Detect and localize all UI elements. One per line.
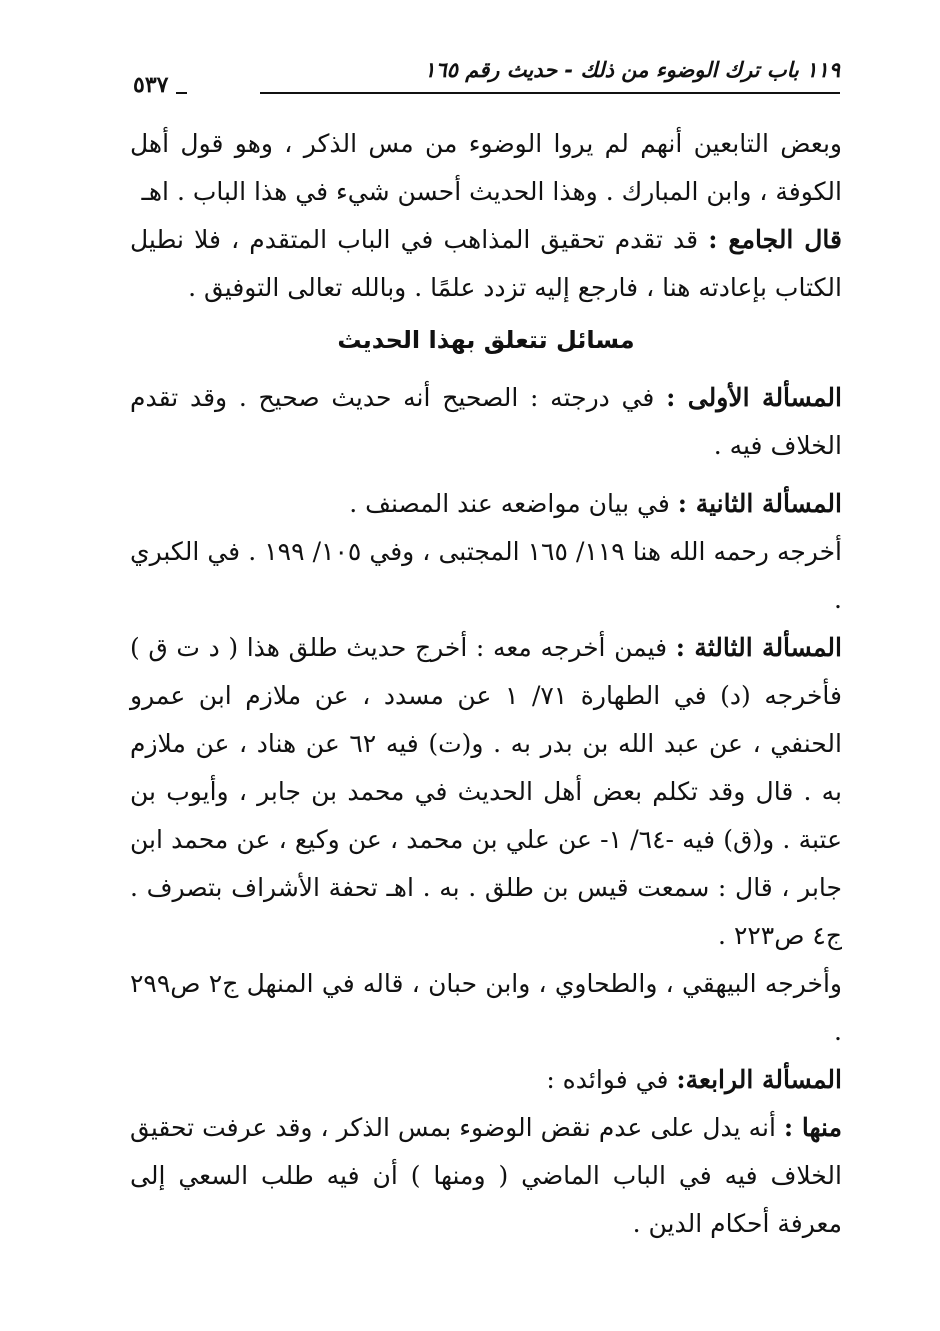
mas-ala-4-item-text: أنه يدل على عدم نقض الوضوء بمس الذكر ، وقد عرفت تحقيق الخلاف فيه في الباب الماضي ( ومنها ) أن فيه طلب السعي إلى معرفة أحكام الدين . <box>130 1113 842 1238</box>
jami-label: قال الجامع : <box>708 225 842 254</box>
paragraph-1 <box>130 120 842 216</box>
mas-ala-3 <box>130 624 842 960</box>
header-rule <box>260 92 840 94</box>
mas-ala-1-label: المسألة الأولى : <box>666 383 842 412</box>
mas-ala-3-label: المسألة الثالثة : <box>675 633 842 662</box>
mas-ala-2-text: في بيان مواضعه عند المصنف . <box>349 489 670 518</box>
paragraph-1-text: وبعض التابعين أنهم لم يروا الوضوء من مس الذكر ، وهو قول أهل الكوفة ، وابن المبارك . وهذا الحديث أحسن شيء في هذا الباب . اهـ <box>130 129 842 206</box>
mas-ala-4-text: في فوائده : <box>546 1065 669 1094</box>
mas-ala-4 <box>130 1056 842 1104</box>
mas-ala-2 <box>130 480 842 528</box>
jami-text: قد تقدم تحقيق المذاهب في الباب المتقدم ، فلا نطيل الكتاب بإعادته هنا ، فارجع إليه تزدد علمًا . وبالله تعالى التوفيق . <box>130 225 842 302</box>
spacer <box>130 470 842 480</box>
mas-ala-2-detail: أخرجه رحمه الله هنا ١١٩/ ١٦٥ المجتبى ، وفي ١٠٥/ ١٩٩ . في الكبري . <box>130 537 843 614</box>
page-body <box>130 120 842 1248</box>
mas-ala-3-text: فيمن أخرجه معه : أخرج حديث طلق هذا ( د ت ق ) فأخرجه (د) في الطهارة ٧١/ ١ عن مسدد ، عن ملازم ابن عمرو الحنفي ، عن عبد الله بن بدر به . و(ت) فيه ٦٢ عن هناد ، عن ملازم به . قال وقد تكلم بعض أهل الحديث في محمد بن جابر ، وأيوب بن عتبة . و(ق) فيه -٦٤/ ١- عن علي بن محمد ، عن وكيع ، عن محمد ابن جابر ، قال : سمعت قيس بن طلق . به . اهـ تحفة الأشراف بتصرف . ج٤ ص٢٢٣ . <box>130 633 842 950</box>
mas-ala-2-label: المسألة الثانية : <box>677 489 842 518</box>
mas-ala-4-label: المسألة الرابعة: <box>676 1065 842 1094</box>
page-header <box>125 58 840 104</box>
mas-ala-1-text: في درجته : الصحيح أنه حديث صحيح . وقد تقدم الخلاف فيه . <box>130 383 842 460</box>
mas-ala-1 <box>130 374 842 470</box>
mas-ala-4-item <box>130 1104 842 1248</box>
section-subheading: مسائل تتعلق بهذا الحديث <box>337 326 635 354</box>
paragraph-jami <box>130 216 842 312</box>
mas-ala-4-item-label: منها : <box>783 1113 842 1142</box>
page-number: ٥٣٧ <box>125 72 176 98</box>
mas-ala-3-extra: وأخرجه البيهقي ، والطحاوي ، وابن حبان ، قاله في المنهل ج٢ ص٢٩٩ . <box>130 969 842 1046</box>
running-title: ١١٩ باب ترك الوضوء من ذلك - حديث رقم ١٦٥ <box>424 58 840 82</box>
